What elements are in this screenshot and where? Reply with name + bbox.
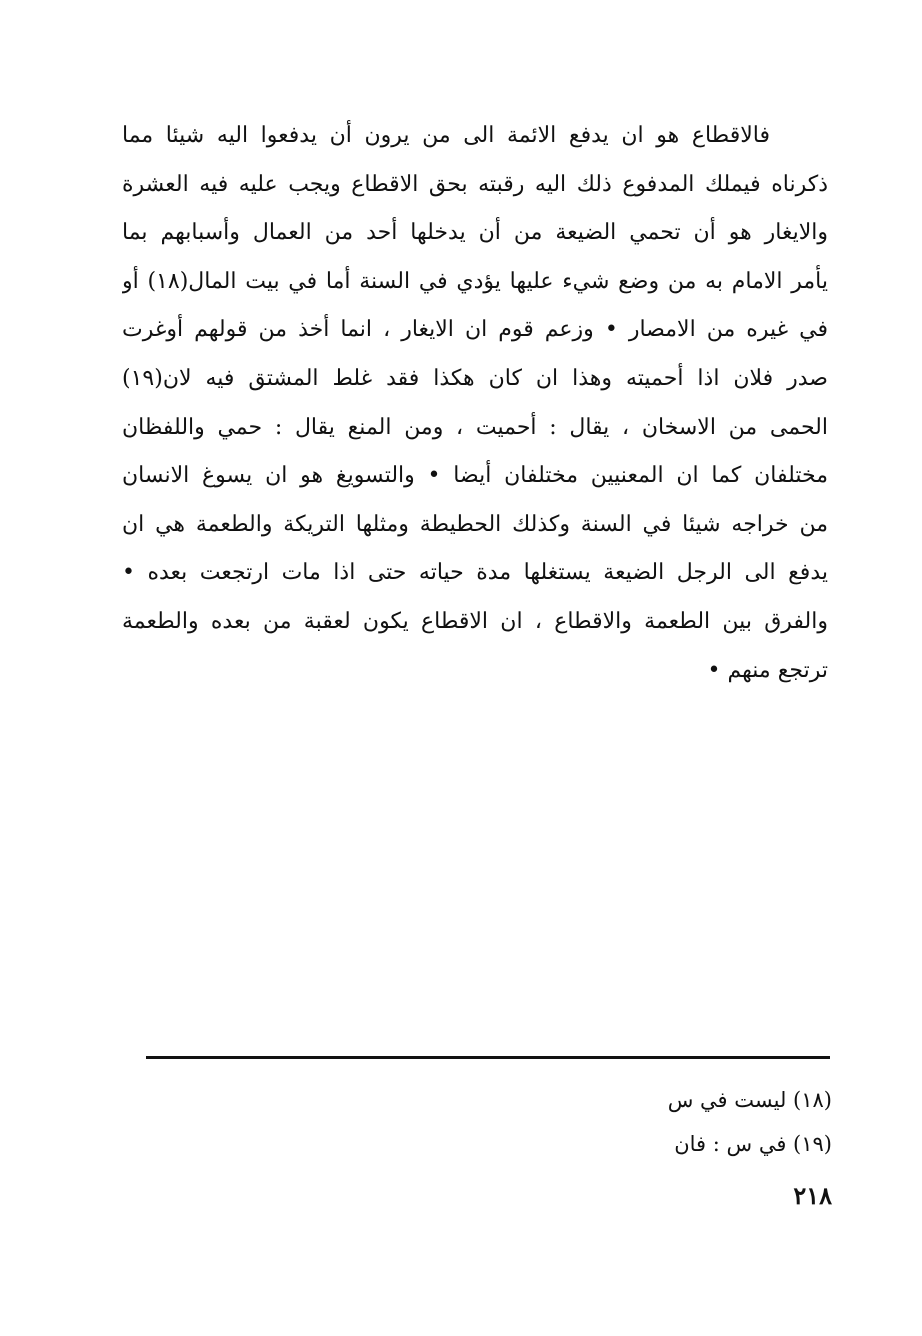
text-line-1: فالاقطاع هو ان يدفع الائمة الى من يرون أن يدفعوا اليه شيئا مما xyxy=(122,123,770,148)
text-line-12: ترتجع منهم • xyxy=(707,657,828,683)
text-line-9: من خراجه شيئا في السنة وكذلك الحطيطة ومثلها التريكة والطعمة هي ان xyxy=(122,511,828,537)
text-line-2: ذكرناه فيملك المدفوع ذلك اليه رقبته بحق الاقطاع ويجب عليه فيه العشرة xyxy=(122,171,828,197)
footnote-18: (١٨) ليست في س xyxy=(667,1088,832,1112)
page-number: ٢١٨ xyxy=(793,1181,832,1210)
text-line-6: صدر فلان اذا أحميته وهذا ان كان هكذا فقد غلط المشتق فيه لان(١٩) xyxy=(122,365,828,391)
footnote-19: (١٩) في س : فان xyxy=(674,1132,832,1156)
text-line-7: الحمى من الاسخان ، يقال : أحميت ، ومن المنع يقال : حمي واللفظان xyxy=(122,414,828,440)
footnotes xyxy=(560,1078,832,1166)
text-line-5: في غيره من الامصار • وزعم قوم ان الايغار ، انما أخذ من قولهم أوغرت xyxy=(122,317,828,343)
text-line-10: يدفع الى الرجل الضيعة يستغلها مدة حياته حتى اذا مات ارتجعت بعده • xyxy=(122,560,828,586)
text-line-3: والايغار هو أن تحمي الضيعة من أن يدخلها أحد من العمال وأسبابهم بما xyxy=(122,220,828,246)
footnote-separator xyxy=(146,1056,830,1059)
body-text xyxy=(122,112,828,695)
text-line-8: مختلفان كما ان المعنيين مختلفان أيضا • والتسويغ هو ان يسوغ الانسان xyxy=(122,463,828,489)
text-line-11: والفرق بين الطعمة والاقطاع ، ان الاقطاع يكون لعقبة من بعده والطعمة xyxy=(122,608,828,634)
text-line-4: يأمر الامام به من وضع شيء عليها يؤدي في السنة أما في بيت المال(١٨) أو xyxy=(122,268,828,294)
